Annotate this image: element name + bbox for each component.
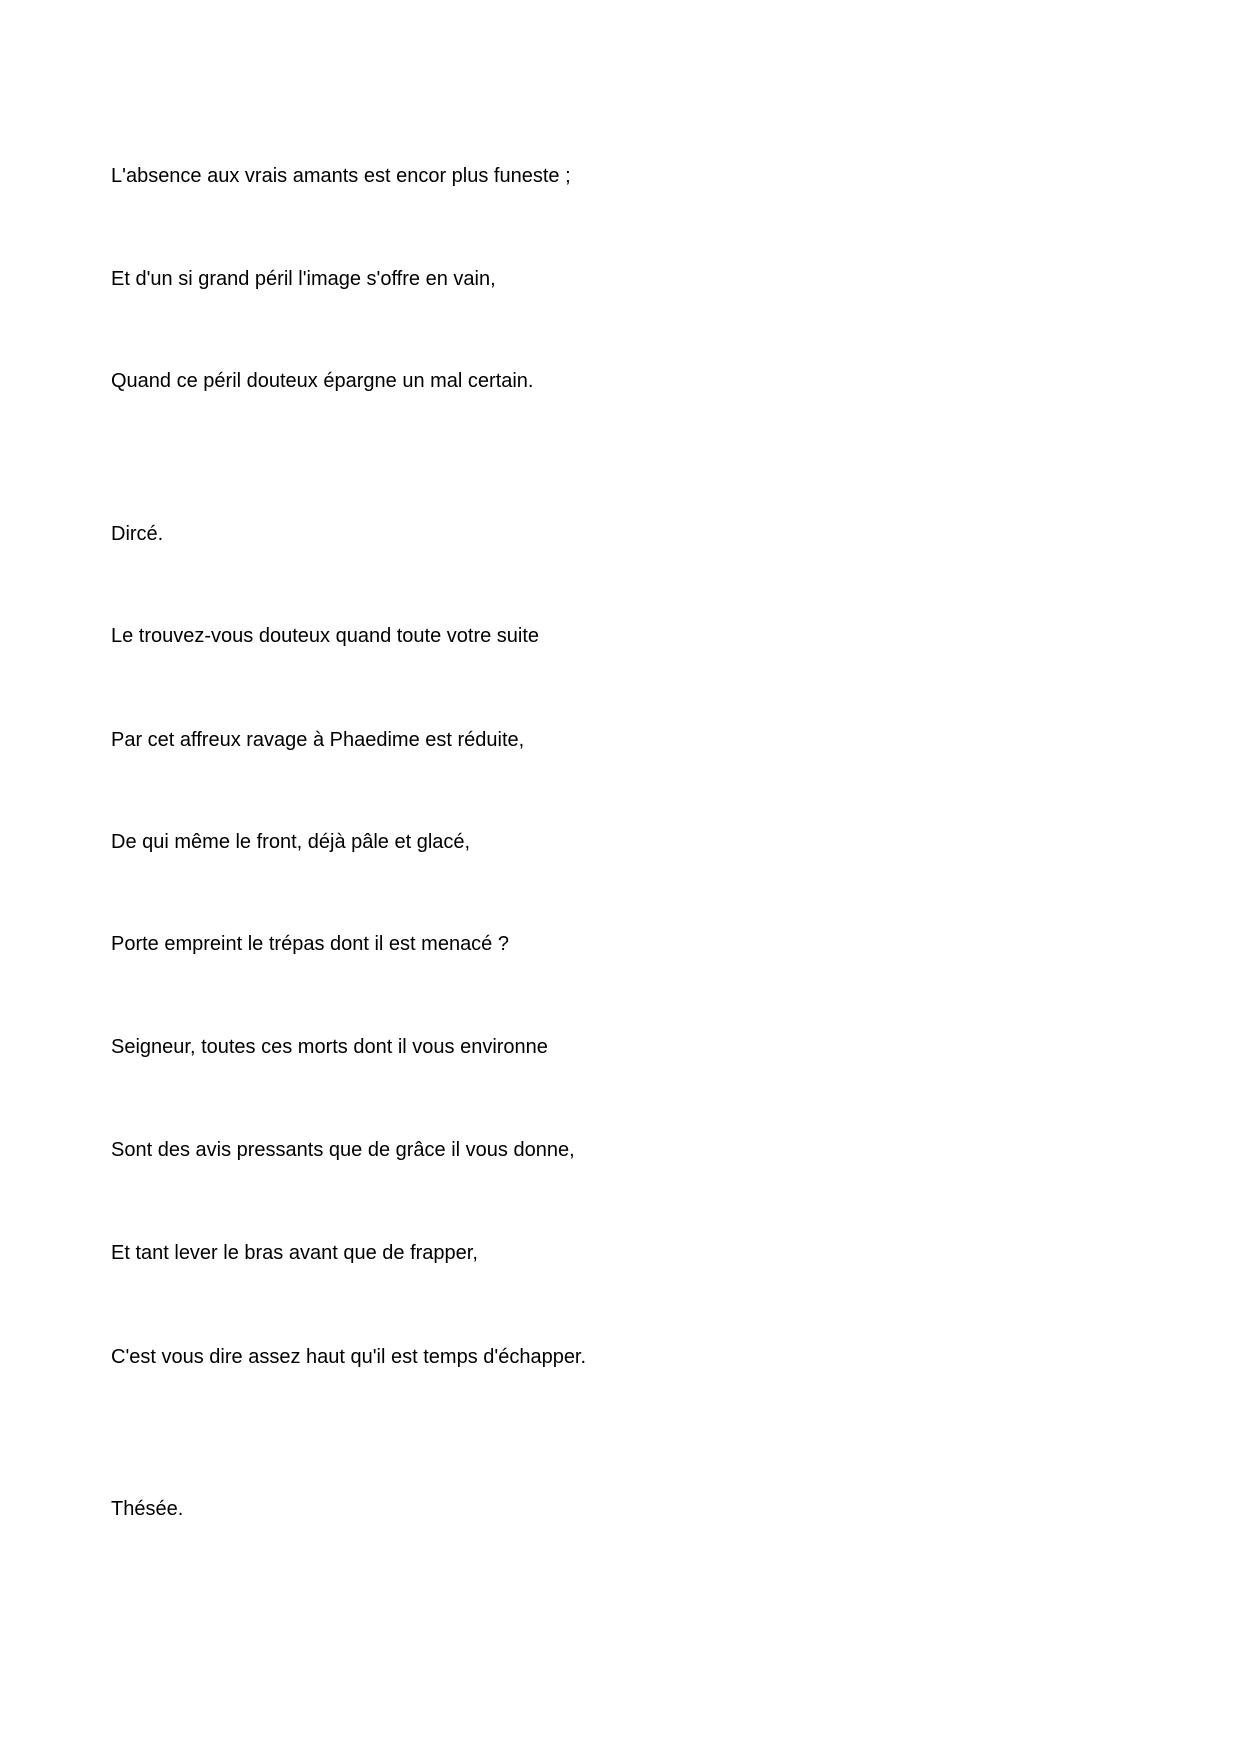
verse-line: De qui même le front, déjà pâle et glacé,	[111, 831, 471, 853]
verse-line: Quand ce péril douteux épargne un mal certain.	[111, 370, 534, 392]
verse-line: L'absence aux vrais amants est encor plus funeste ;	[111, 165, 571, 187]
verse-line: Et tant lever le bras avant que de frapper,	[111, 1242, 478, 1264]
verse-line: Par cet affreux ravage à Phaedime est réduite,	[111, 729, 525, 751]
verse-line: Seigneur, toutes ces morts dont il vous environne	[111, 1036, 548, 1058]
verse-line: C'est vous dire assez haut qu'il est temps d'échapper.	[111, 1346, 587, 1368]
speaker-name: Dircé.	[111, 523, 164, 545]
speaker-name: Thésée.	[111, 1498, 184, 1520]
verse-line: Sont des avis pressants que de grâce il vous donne,	[111, 1139, 575, 1161]
verse-line: Et d'un si grand péril l'image s'offre en vain,	[111, 268, 496, 290]
verse-line: Porte empreint le trépas dont il est menacé ?	[111, 933, 509, 955]
verse-line: Le trouvez-vous douteux quand toute votre suite	[111, 625, 540, 647]
